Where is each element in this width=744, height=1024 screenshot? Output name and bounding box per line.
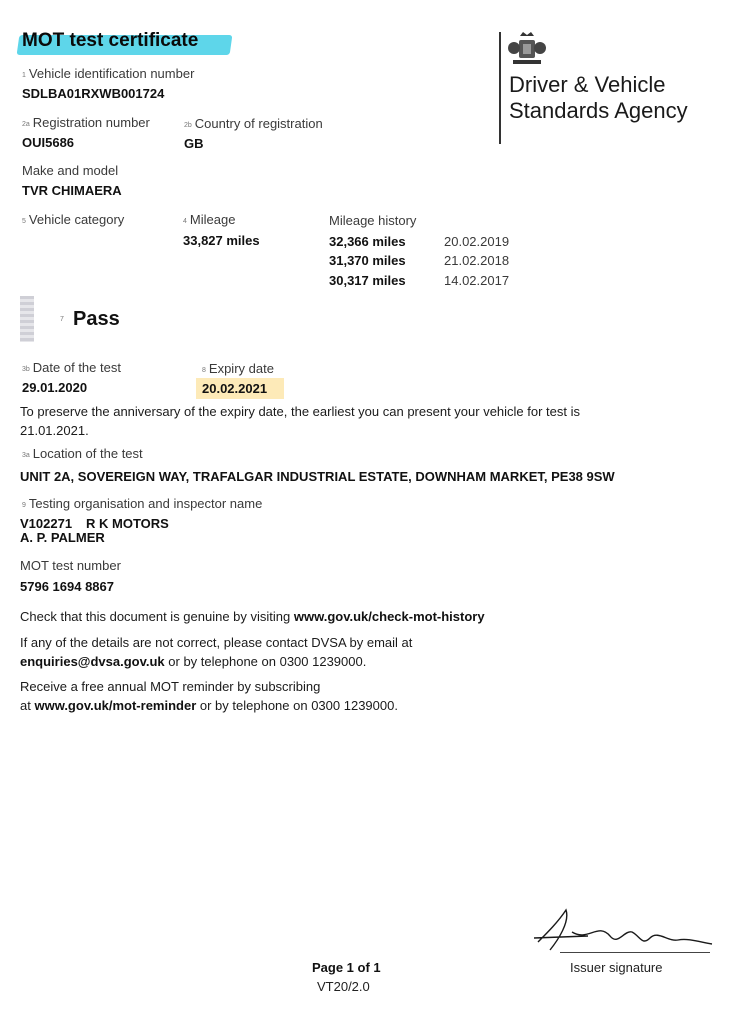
country-label [184,116,323,131]
vin-label [22,66,194,81]
contact-details [20,654,366,669]
organisation-code: V102271 [20,516,73,531]
mot-reminder-link[interactable]: www.gov.uk/mot-reminder [34,698,197,713]
result-marker [20,296,34,342]
history-miles: 31,370 miles [329,253,406,268]
field-number: 5 [22,218,26,225]
mileage-value: 33,827 miles [183,233,260,248]
organisation-label-text: Testing organisation and inspector name [28,496,263,511]
dvsa-email-link[interactable]: enquiries@dvsa.gov.uk [20,654,165,669]
location-address: UNIT 2A, SOVEREIGN WAY, TRAFALGAR INDUSTRIAL ESTATE, DOWNHAM MARKET, PE38 9SW [20,469,615,484]
check-mot-history-link[interactable]: www.gov.uk/check-mot-history [293,609,485,624]
organisation-name: R K MOTORS [86,516,169,531]
field-number: 4 [183,218,187,225]
test-date-value: 29.01.2020 [22,380,88,395]
registration-value: OUI5686 [22,135,75,150]
mileage-history-label: Mileage history [329,213,417,228]
inspector-name: A. P. PALMER [20,530,105,545]
field-number: 3a [22,452,30,459]
reminder-suffix: or by telephone on 0300 1239000. [199,698,398,713]
organisation-label [22,496,262,511]
royal-crest-icon [506,30,548,68]
vin-label-text: Vehicle identification number [28,66,195,81]
contact-suffix: or by telephone on 0300 1239000. [168,654,367,669]
issuer-signature-mark [528,902,718,958]
result-status: Pass [73,308,120,330]
location-label-text: Location of the test [32,446,143,461]
check-genuine-text [20,609,485,624]
country-label-text: Country of registration [194,116,323,131]
test-number-value: 5796 1694 8867 [20,579,114,594]
test-date-label [22,360,121,375]
make-value: TVR CHIMAERA [22,183,122,198]
location-label [22,446,143,461]
field-number: 1 [22,72,26,79]
form-code: VT20/2.0 [317,979,370,994]
mileage-label [183,212,235,227]
result-number [60,309,67,327]
earliest-test-date: 21.01.2021. [20,423,89,438]
logo-divider [499,32,501,144]
contact-line: If any of the details are not correct, please contact DVSA by email at [20,635,413,650]
expiry-date-label [202,361,274,376]
test-number-label: MOT test number [20,558,121,573]
check-prefix: Check that this document is genuine by visiting [20,609,291,624]
signature-label: Issuer signature [570,960,663,975]
reminder-line: Receive a free annual MOT reminder by subscribing [20,679,321,694]
field-number: 7 [60,316,64,323]
agency-name: Driver & Vehicle Standards Agency [509,72,688,123]
make-label: Make and model [22,163,119,178]
history-date: 20.02.2019 [444,234,510,249]
expiry-date-value: 20.02.2021 [202,381,268,396]
test-date-label-text: Date of the test [32,360,121,375]
page-number: Page 1 of 1 [312,960,381,975]
history-date: 14.02.2017 [444,273,510,288]
field-number: 8 [202,367,206,374]
signature-line [560,952,710,953]
history-miles: 32,366 miles [329,234,406,249]
field-number: 2b [184,122,192,129]
reminder-prefix: at [20,698,31,713]
vin-value: SDLBA01RXWB001724 [22,86,165,101]
category-label [22,212,124,227]
country-value: GB [184,136,204,151]
history-date: 21.02.2018 [444,253,510,268]
field-number: 9 [22,502,26,509]
expiry-date-label-text: Expiry date [208,361,274,376]
mileage-label-text: Mileage [189,212,236,227]
registration-label [22,115,150,130]
registration-label-text: Registration number [32,115,150,130]
field-number: 3b [22,366,30,373]
reminder-details [20,698,398,713]
history-miles: 30,317 miles [329,273,406,288]
page-title: MOT test certificate [22,30,199,51]
field-number: 2a [22,121,30,128]
category-label-text: Vehicle category [28,212,125,227]
earliest-test-note: To preserve the anniversary of the expiry date, the earliest you can present your vehicle for test is [20,404,581,419]
